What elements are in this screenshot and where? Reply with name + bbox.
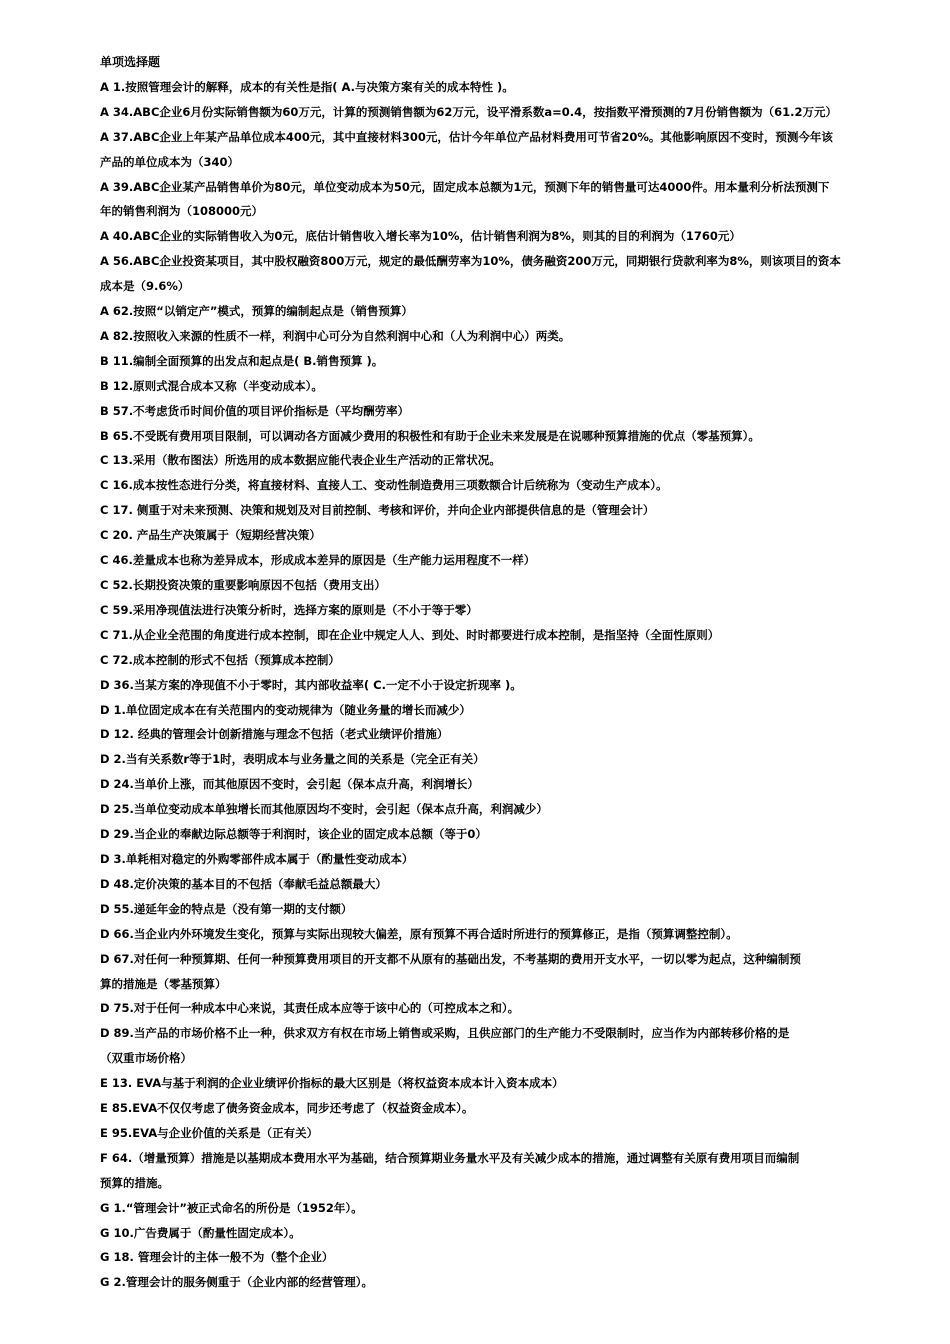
question-line: D 55.递延年金的特点是（没有第一期的支付额）	[100, 901, 353, 916]
question-line: C 20. 产品生产决策属于（短期经营决策）	[100, 528, 321, 543]
question-line: F 64.（增量预算）措施是以基期成本费用水平为基础，结合预算期业务量水平及有关减少成本的措施，通过调整有关原有费用项目而编制	[100, 1150, 800, 1165]
question-line: D 12. 经典的管理会计创新措施与理念不包括（老式业绩评价措施）	[100, 727, 449, 742]
question-line: G 2.管理会计的服务侧重于（企业内部的经营管理）。	[100, 1275, 374, 1290]
question-line: 产品的单位成本为（340）	[100, 154, 240, 169]
question-line: A 34.ABC企业6月份实际销售额为60万元，计算的预测销售额为62万元，设平滑系数a=0.4，按指数平滑预测的7月份销售额为（61.2万元）	[100, 104, 838, 119]
question-line: G 1.“管理会计”被正式命名的所份是（1952年）。	[100, 1200, 363, 1215]
question-line: D 36.当某方案的净现值不小于零时，其内部收益率( C.一定不小于设定折现率 )。	[100, 677, 522, 692]
question-line: E 95.EVA与企业价值的关系是（正有关）	[100, 1125, 319, 1140]
question-line: C 17. 侧重于对未来预测、决策和规划及对目前控制、考核和评价，并向企业内部提供信息的是（管理会计）	[100, 503, 655, 518]
question-line: A 56.ABC企业投资某项目，其中股权融资800万元，规定的最低酬劳率为10%，债务融资200万元，同期银行贷款利率为8%，则该项目的资本	[100, 254, 841, 269]
question-line: A 1.按照管理会计的解释，成本的有关性是指( A.与决策方案有关的成本特性 )。	[100, 79, 514, 94]
question-line: E 13. EVA与基于利润的企业业绩评价指标的最大区别是（将权益资本成本计入资本成本）	[100, 1076, 564, 1091]
question-line: C 71.从企业全范围的角度进行成本控制，即在企业中规定人人、到处、时时都要进行成本控制，是指坚持（全面性原则）	[100, 627, 720, 642]
question-line: B 57.不考虑货币时间价值的项目评价指标是（平均酬劳率）	[100, 403, 410, 418]
question-line: D 66.当企业内外环境发生变化，预算与实际出现较大偏差，原有预算不再合适时所进行的预算修正，是指（预算调整控制）。	[100, 926, 738, 941]
question-line: D 1.单位固定成本在有关范围内的变动规律为（随业务量的增长而减少）	[100, 702, 471, 717]
question-line: D 89.当产品的市场价格不止一种，供求双方有权在市场上销售或采购，且供应部门的生产能力不受限制时，应当作为内部转移价格的是	[100, 1026, 790, 1041]
question-line: A 82.按照收入来源的性质不一样，利润中心可分为自然利润中心和（人为利润中心）两类。	[100, 328, 571, 343]
question-line: 算的措施是（零基预算）	[100, 976, 227, 991]
section-title: 单项选择题	[100, 55, 161, 69]
question-line: D 2.当有关系数r等于1时，表明成本与业务量之间的关系是（完全正有关）	[100, 752, 485, 767]
question-line: A 62.按照“以销定产”模式，预算的编制起点是（销售预算）	[100, 304, 413, 319]
question-line: D 67.对任何一种预算期、任何一种预算费用项目的开支都不从原有的基础出发，不考基期的费用开支水平，一切以零为起点，这种编制预	[100, 951, 801, 966]
question-line: A 39.ABC企业某产品销售单价为80元，单位变动成本为50元，固定成本总额为1元，预测下年的销售量可达4000件。用本量利分析法预测下	[100, 179, 830, 194]
question-line: B 12.原则式混合成本又称（半变动成本）。	[100, 378, 323, 393]
question-line: A 37.ABC企业上年某产品单位成本400元，其中直接材料300元，估计今年单位产品材料费用可节省20%。其他影响原因不变时，预测今年该	[100, 129, 833, 144]
question-line: G 18. 管理会计的主体一般不为（整个企业）	[100, 1250, 334, 1265]
question-line: C 52.长期投资决策的重要影响原因不包括（费用支出）	[100, 578, 386, 593]
question-line: 年的销售利润为（108000元）	[100, 204, 264, 219]
question-line: D 75.对于任何一种成本中心来说，其责任成本应等于该中心的（可控成本之和）。	[100, 1001, 520, 1016]
question-line: 预算的措施。	[100, 1175, 169, 1190]
question-line: D 3.单耗相对稳定的外购零部件成本属于（酌量性变动成本）	[100, 851, 414, 866]
question-list	[100, 75, 880, 1295]
question-line: C 16.成本按性态进行分类，将直接材料、直接人工、变动性制造费用三项数额合计后统称为（变动生产成本）。	[100, 478, 668, 493]
question-line: C 13.采用（散布图法）所选用的成本数据应能代表企业生产活动的正常状况。	[100, 453, 501, 468]
question-line: A 40.ABC企业的实际销售收入为0元，底估计销售收入增长率为10%，估计销售利润为8%，则其的目的利润为（1760元）	[100, 229, 741, 244]
question-line: C 72.成本控制的形式不包括（预算成本控制）	[100, 652, 340, 667]
question-line: C 46.差量成本也称为差异成本，形成成本差异的原因是（生产能力运用程度不一样）	[100, 553, 536, 568]
question-line: B 11.编制全面预算的出发点和起点是( B.销售预算 )。	[100, 353, 384, 368]
question-line: D 25.当单位变动成本单独增长而其他原因均不变时，会引起（保本点升高，利润减少）	[100, 802, 548, 817]
document-page	[100, 50, 880, 1295]
question-line: D 24.当单价上涨，而其他原因不变时，会引起（保本点升高，利润增长）	[100, 777, 479, 792]
question-line: D 29.当企业的奉献边际总额等于利润时，该企业的固定成本总额（等于0）	[100, 827, 487, 842]
question-line: C 59.采用净现值法进行决策分析时，选择方案的原则是（不小于等于零）	[100, 602, 478, 617]
question-line: D 48.定价决策的基本目的不包括（奉献毛益总额最大）	[100, 876, 387, 891]
question-line: E 85.EVA不仅仅考虑了债务资金成本，同步还考虑了（权益资金成本）。	[100, 1101, 474, 1116]
question-line: 成本是（9.6%）	[100, 279, 190, 294]
question-line: （双重市场价格）	[100, 1051, 192, 1066]
question-line: G 10.广告费属于（酌量性固定成本）。	[100, 1225, 301, 1240]
question-line: B 65.不受既有费用项目限制，可以调动各方面减少费用的积极性和有助于企业未来发展是在说哪种预算措施的优点（零基预算）。	[100, 428, 760, 443]
